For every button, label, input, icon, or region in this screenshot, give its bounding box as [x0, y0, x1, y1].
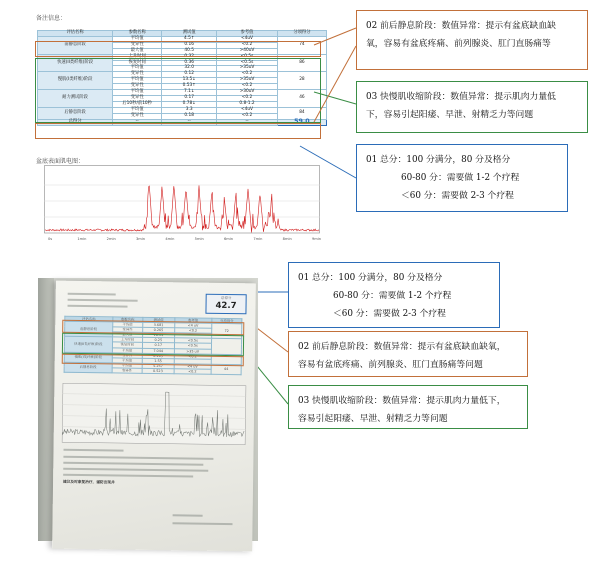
group-cell: 快速(II类纤维)阶段 [38, 54, 113, 72]
value-cell: 4.5↑ [162, 36, 217, 42]
param-cell: 最大值 [113, 48, 162, 54]
reference-cell: <0.2 [174, 369, 211, 375]
reference-cell: <4uV [217, 36, 278, 42]
column-header: 参数名称 [113, 31, 162, 37]
group-cell: 前静息阶段 [38, 36, 113, 54]
callout-line: 60-80 分：需要做 1-2 个疗程 [401, 173, 520, 183]
value-cell: 3.681 [143, 322, 175, 328]
callout-line: 02 前后静息阶段：数值异常：提示有盆底缺血缺 [366, 21, 556, 31]
param-cell: 恢复时间 [113, 60, 162, 66]
value-cell: 0.17 [142, 343, 174, 349]
total-param: -- [113, 119, 162, 125]
callout-line: 03 快慢肌收缩阶段：数值异常：提示肌肉力量低下， [298, 396, 506, 406]
value-cell: 0.17 [162, 95, 217, 101]
param-cell: 平均值 [113, 107, 162, 113]
reference-cell: <0.2 [174, 353, 211, 359]
emg-tick-label: 1min [77, 237, 87, 241]
emg-tick-label: 5min [194, 237, 204, 241]
score-cell-sub: 74 [277, 36, 326, 54]
callout-line: 氧，容易有盆底疼痛、前列腺炎、肛门直肠痛等 [366, 39, 551, 49]
connector-line [300, 146, 356, 178]
faint-text [63, 474, 193, 477]
column-header: 分项得分 [277, 31, 326, 37]
reference-cell: <0.2 [217, 72, 278, 78]
reference-cell: 0.8-1.2 [217, 101, 278, 107]
reference-cell: >35uV [217, 66, 278, 72]
reference-cell: <4uV [217, 107, 278, 113]
reference-cell: >35uV [217, 78, 278, 84]
param-cell: 平均值 [113, 36, 162, 42]
param-cell: 平均值 [112, 358, 142, 364]
param-cell: 变异性 [113, 42, 162, 48]
photo-edge-shadow [38, 278, 54, 541]
value-cell: 0.53↑ [162, 84, 217, 90]
reference-cell: <4 uV [174, 323, 211, 329]
value-cell: 32.0 [162, 66, 217, 72]
param-cell: 变异性 [113, 72, 162, 78]
value-cell: 0.16 [162, 42, 217, 48]
param-cell: 变异性 [112, 353, 142, 359]
param-cell: 变异性 [112, 368, 142, 374]
total-value: -- [162, 119, 217, 125]
column-header: 评估名称 [38, 31, 113, 37]
value-cell: 0.205 [142, 353, 174, 359]
column-header: 评估名称 [65, 316, 113, 322]
value-cell: 0.523 [142, 368, 174, 374]
group-cell: 耐力测试阶段 [38, 90, 113, 108]
reference-cell: >30uV [217, 90, 278, 96]
callout-line: 02 前后静息阶段：数值异常：提示有盆底缺血缺氧， [298, 342, 506, 352]
reference-cell: <0.5s [217, 54, 278, 60]
param-cell: 变异性 [113, 84, 162, 90]
reference-cell: >35 uV [174, 348, 211, 354]
value-cell: 18.94 [142, 333, 174, 339]
value-cell: 0.36 [162, 60, 217, 66]
paper-sheet [52, 281, 256, 552]
reference-cell: <0.5s [174, 343, 211, 349]
emg-tick-label: 2min [106, 237, 116, 241]
emg-tick-label: 9min [312, 237, 322, 241]
value-cell: 5.257 [142, 363, 174, 369]
callout-line: 01 总分：100 分满分，80 分及格分 [298, 273, 443, 283]
photo-contraction-highlight [62, 333, 244, 357]
param-cell: 变异性 [113, 113, 162, 119]
callout-line: 下，容易引起阳痿、早泄、射精乏力等问题 [366, 110, 534, 120]
score-label: 总得分 [220, 295, 232, 301]
score-cell-sub: 28 [277, 72, 326, 90]
reference-cell: <4 uV [174, 364, 211, 370]
total-label: 总得分 [38, 119, 113, 125]
param-cell: 变异性 [113, 95, 162, 101]
total-score-box [205, 294, 246, 315]
faint-text [68, 305, 128, 307]
param-cell: 平均值 [112, 363, 142, 369]
faint-text [68, 293, 116, 295]
callout-line: 01 总分：100 分满分，80 分及格分 [366, 155, 511, 165]
faint-text [68, 299, 138, 302]
report-notes-title: 备注信息： [36, 15, 67, 22]
param-cell: 平均值 [113, 90, 162, 96]
column-header: 测试值 [162, 31, 217, 37]
total-ref: -- [217, 119, 278, 125]
param-cell: 上升时间 [113, 54, 162, 60]
photo-emg-chart [62, 383, 247, 446]
group-cell: 后静息阶段 [64, 362, 112, 373]
advice-line: 建议及时康复治疗，谨防出现并 [63, 479, 115, 485]
param-cell: 变异性 [112, 327, 142, 333]
column-header: 参考值 [175, 318, 212, 324]
connector-line [314, 28, 356, 45]
callout-line: 60-80 分：需要做 1-2 个疗程 [333, 291, 452, 301]
group-cell: 慢肌(I类纤维)阶段 [38, 72, 113, 90]
callout-line: ＜60 分：需要做 2-3 个疗程 [333, 309, 446, 319]
reference-cell: <0.2 [217, 95, 278, 101]
callout-line: ＜60 分：需要做 2-3 个疗程 [401, 191, 514, 201]
value-cell: 0.12 [162, 72, 217, 78]
value-cell: 0.78↓ [162, 101, 217, 107]
emg-tick-label: 4min [165, 237, 175, 241]
score-cell-sub: 72 [211, 323, 241, 339]
emg-tick-label: 7min [253, 237, 263, 241]
value-cell: 0.265 [143, 328, 175, 334]
connector-line [314, 92, 356, 104]
score-cell-sub: 86 [277, 54, 326, 72]
reference-cell: <0.2 [217, 113, 278, 119]
group-cell: 快速(II类纤维)阶段 [64, 337, 112, 353]
param-cell: 上升时间 [112, 337, 142, 343]
connector-line [314, 46, 356, 122]
emg-tick-label: 3min [136, 237, 146, 241]
faint-text [63, 456, 213, 460]
group-cell: 后静息阶段 [38, 107, 113, 119]
total-score: 59.0 [277, 119, 326, 125]
emg-chart-title: 盆底表面肌电图： [36, 158, 85, 165]
param-cell: 平均值 [113, 78, 162, 84]
group-cell: 慢肌(I类纤维)阶段 [64, 352, 112, 363]
emg-tick-label: 8min [282, 237, 292, 241]
value-cell: 0.18 [162, 113, 217, 119]
value-cell: 0.32 [162, 54, 217, 60]
param-cell: 恢复时间 [112, 342, 142, 348]
column-header: 分项得分 [212, 318, 242, 324]
report-photo [38, 278, 258, 541]
faint-text [63, 468, 208, 472]
reference-cell: <0.5s [217, 60, 278, 66]
reference-cell: <0.2 [217, 84, 278, 90]
faint-text [173, 514, 203, 516]
column-header: 参数名称 [113, 317, 143, 323]
param-cell: 平均值 [112, 347, 142, 353]
callout-line: 容易有盆底疼痛、前列腺炎、肛门直肠痛等问题 [298, 360, 483, 370]
group-cell: 前静息阶段 [65, 321, 113, 337]
callout-line: 03 快慢肌收缩阶段：数值异常：提示肌肉力量低 [366, 92, 556, 102]
param-cell: 平均值 [113, 66, 162, 72]
reference-cell: >40uV [217, 48, 278, 54]
value-cell: 7.1↓ [162, 90, 217, 96]
reference-cell: <0.2 [174, 328, 211, 334]
param-cell: 最大值 [112, 332, 142, 338]
value-cell: 13.5↓ [162, 78, 217, 84]
score-cell-sub: 46 [277, 90, 326, 108]
value-cell: 0.25 [142, 338, 174, 344]
faint-text [64, 449, 124, 451]
emg-tick-label: 6min [224, 237, 234, 241]
param-cell: 后10秒/前10秒 [113, 101, 162, 107]
faint-text [63, 462, 203, 466]
value-cell: 7.044 [142, 348, 174, 354]
reference-cell: <0.2 [217, 42, 278, 48]
reference-cell: <0.5s [174, 338, 211, 344]
callout-line: 容易引起阳痿、早泄、射精乏力等问题 [298, 414, 448, 424]
value-cell: 40.5 [162, 48, 217, 54]
param-cell: 平均值 [113, 322, 143, 328]
score-cell-sub: 44 [211, 364, 241, 375]
column-header: 参考值 [217, 31, 278, 37]
emg-tick-label: 0s [48, 237, 53, 241]
column-header: 测试值 [143, 317, 175, 323]
faint-text [172, 522, 232, 524]
score-cell-sub: 84 [277, 107, 326, 119]
value-cell: 3.3 [162, 107, 217, 113]
score-value: 42.7 [215, 300, 237, 312]
value-cell: 1.55 [142, 358, 174, 364]
